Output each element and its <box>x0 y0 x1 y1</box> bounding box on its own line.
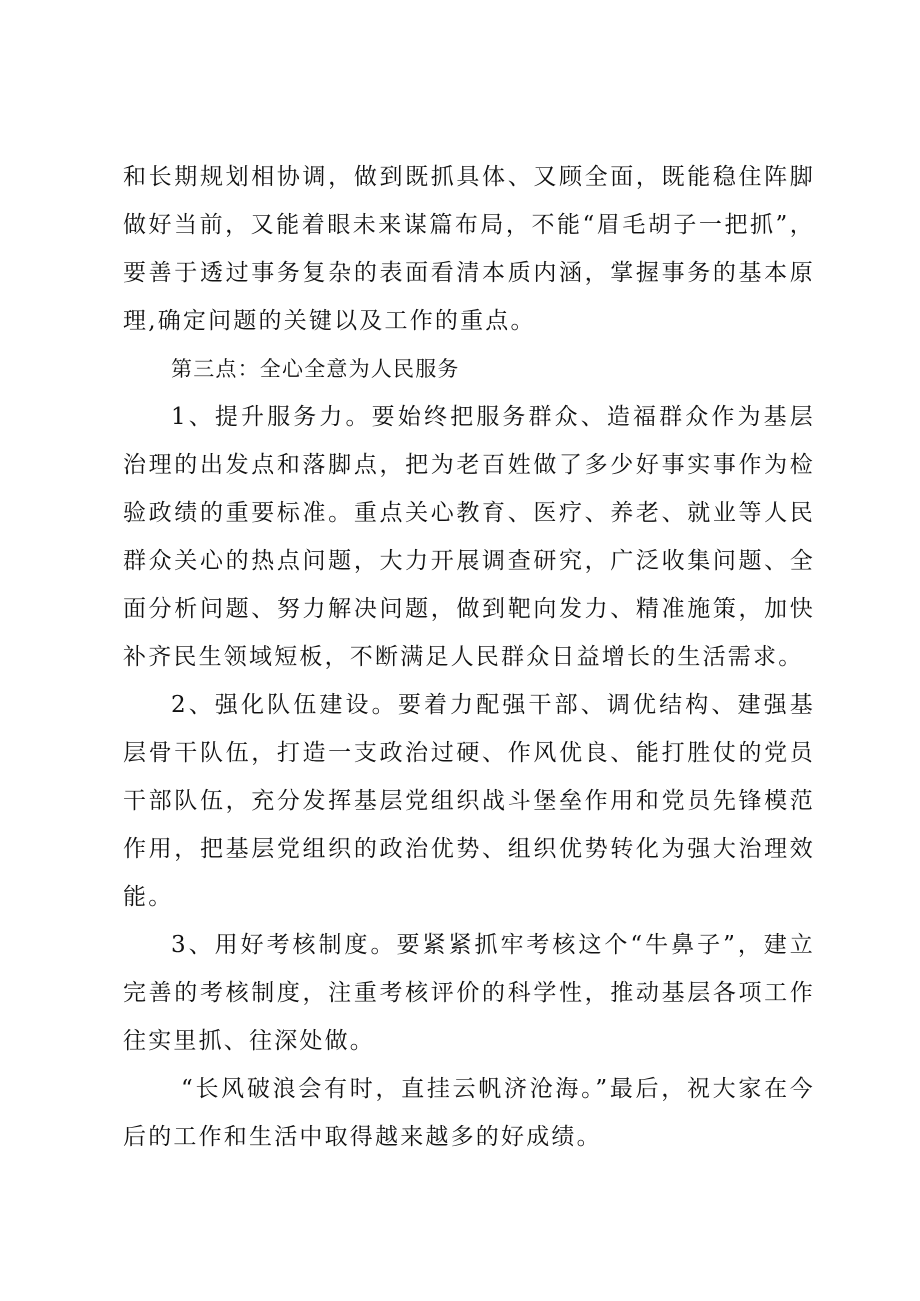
document-body <box>123 153 815 1161</box>
point-3-paragraph: 3、用好考核制度。要紧紧抓牢考核这个“牛鼻子”，建立完善的考核制度，注重考核评价的科学性，推动基层各项工作往实里抓、往深处做。 <box>123 932 815 1054</box>
continuation-paragraph: 和长期规划相协调，做到既抓具体、又顾全面，既能稳住阵脚做好当前，又能着眼未来谋篇布局，不能“眉毛胡子一把抓”，要善于透过事务复杂的表面看清本质内涵，掌握事务的基本原理,确定问题的关键以及工作的重点。 <box>123 164 815 334</box>
section-heading: 第三点：全心全意为人民服务 <box>171 357 460 381</box>
point-1-paragraph: 1、提升服务力。要始终把服务群众、造福群众作为基层治理的出发点和落脚点，把为老百姓做了多少好事实事作为检验政绩的重要标准。重点关心教育、医疗、养老、就业等人民群众关心的热点问题，大力开展调查研究，广泛收集问题、全面分析问题、努力解决问题，做到靶向发力、精准施策，加快补齐民生领域短板，不断满足人民群众日益增长的生活需求。 <box>123 404 815 670</box>
point-2-paragraph: 2、强化队伍建设。要着力配强干部、调优结构、建强基层骨干队伍，打造一支政治过硬、作风优良、能打胜仗的党员干部队伍，充分发挥基层党组织战斗堡垒作用和党员先锋模范作用，把基层党组织的政治优势、组织优势转化为强大治理效能。 <box>123 692 815 910</box>
closing-paragraph: “长风破浪会有时，直挂云帆济沧海。”最后，祝大家在今后的工作和生活中取得越来越多的好成绩。 <box>123 1076 815 1150</box>
